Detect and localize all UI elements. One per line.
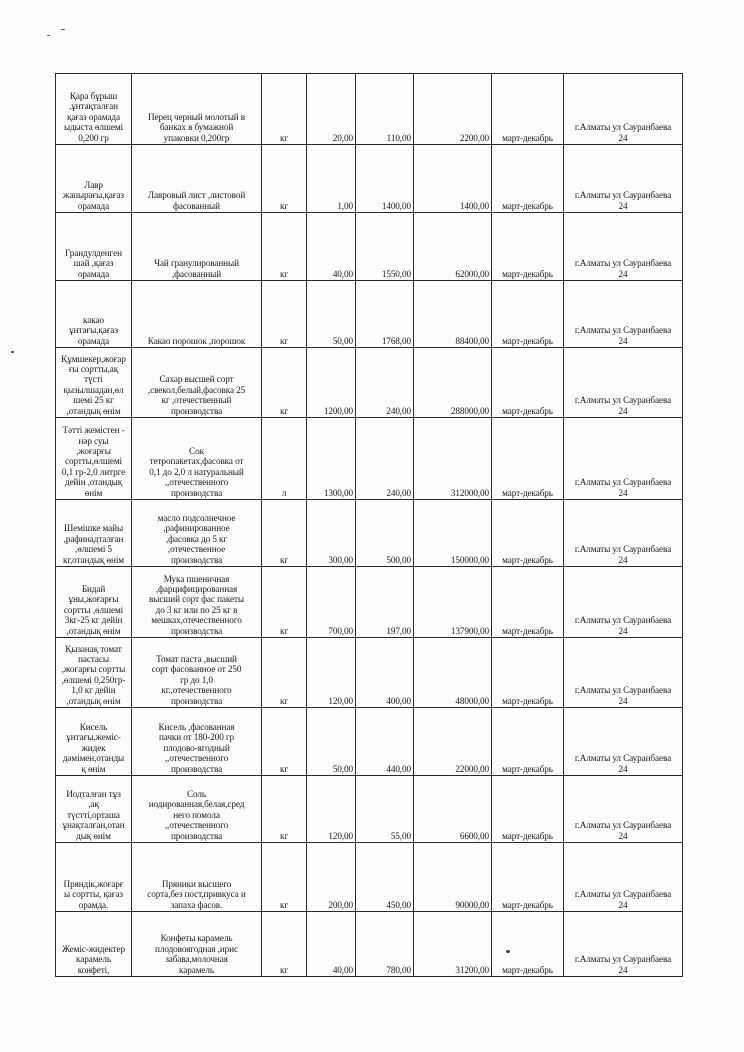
- product-name-ru: Соль иодированная,белая,сред него помола ,,отечественного производства: [132, 776, 262, 843]
- price-cell: 450,00: [356, 843, 414, 912]
- product-name-kz: Шемішке майы ,рафинадталған ,өлшемі 5 кг,отандық өнім: [56, 500, 132, 567]
- unit-cell: кг: [262, 776, 307, 843]
- sum-cell: 6600,00: [414, 776, 492, 843]
- price-cell: 110,00: [356, 74, 414, 145]
- price-cell: 500,00: [356, 500, 414, 567]
- product-name-kz: Жеміс-жидектер карамель конфеті,: [56, 912, 132, 977]
- product-name-kz: Тәтті жемістен - нәр суы ,жоғарғы сортты,өлшемі 0,1 гр-2,0 литрге дейін ,отандық өнім: [56, 418, 132, 500]
- price-cell: 197,00: [356, 567, 414, 638]
- unit-cell: кг: [262, 912, 307, 977]
- table-row: [56, 500, 683, 567]
- address-cell: г.Алматы ул Сауранбаева 24: [564, 348, 683, 418]
- product-name-ru: Чай гранулированный ,фасованный: [132, 213, 262, 281]
- price-cell: 1400,00: [356, 145, 414, 213]
- quantity-cell: 1200,00: [307, 348, 356, 418]
- sum-cell: 137900,00: [414, 567, 492, 638]
- sum-cell: 312000,00: [414, 418, 492, 500]
- quantity-cell: 50,00: [307, 281, 356, 348]
- product-name-kz: Қара бұрыш ,ұнтақталған қағаз орамада ыдыста өлшемі 0,200 гр: [56, 74, 132, 145]
- unit-cell: кг: [262, 638, 307, 708]
- period-cell: март-декабрь: [492, 74, 564, 145]
- product-name-ru: Сахар высшей сорт ,свекол,белый,фасовка 25 кг ,отечественный производства: [132, 348, 262, 418]
- product-name-ru: Лавровый лист ,листовой фасованный: [132, 145, 262, 213]
- address-cell: г.Алматы ул Сауранбаева 24: [564, 281, 683, 348]
- product-name-kz: Пряндік,жоғарғ ы сортты, қағаз орамда.: [56, 843, 132, 912]
- scan-speck: [11, 351, 14, 353]
- unit-cell: кг: [262, 281, 307, 348]
- unit-cell: кг: [262, 843, 307, 912]
- quantity-cell: 1300,00: [307, 418, 356, 500]
- period-cell: март-декабрь: [492, 776, 564, 843]
- quantity-cell: 300,00: [307, 500, 356, 567]
- sum-cell: 31200,00: [414, 912, 492, 977]
- period-cell: март-декабрь: [492, 145, 564, 213]
- scan-speck: [61, 29, 65, 30]
- table-row: [56, 145, 683, 213]
- product-name-ru: Мука пшеничная ,фарцифицированная высший сорт фас пакеты до 3 кг или по 25 кг в мешках,отечественного производства: [132, 567, 262, 638]
- unit-cell: кг: [262, 567, 307, 638]
- product-name-kz: Құмшекер,жоғар ғы сортты,ақ түсті қызылшадан,өл шемі 25 кг ,отандық өнім: [56, 348, 132, 418]
- product-name-ru: Пряники высшего сорта,без пост,привкуса и запаха фасов.: [132, 843, 262, 912]
- quantity-cell: 120,00: [307, 638, 356, 708]
- address-cell: г.Алматы ул Сауранбаева 24: [564, 500, 683, 567]
- table-row: [56, 213, 683, 281]
- sum-cell: 22000,00: [414, 708, 492, 776]
- price-cell: 440,00: [356, 708, 414, 776]
- address-cell: г.Алматы ул Сауранбаева 24: [564, 418, 683, 500]
- quantity-cell: 40,00: [307, 912, 356, 977]
- quantity-cell: 50,00: [307, 708, 356, 776]
- sum-cell: 48000,00: [414, 638, 492, 708]
- unit-cell: кг: [262, 708, 307, 776]
- sum-cell: 1400,00: [414, 145, 492, 213]
- address-cell: г.Алматы ул Сауранбаева 24: [564, 567, 683, 638]
- period-cell: март-декабрь: [492, 500, 564, 567]
- scan-speck: [47, 35, 50, 36]
- quantity-cell: 120,00: [307, 776, 356, 843]
- sum-cell: 88400,00: [414, 281, 492, 348]
- address-cell: г.Алматы ул Сауранбаева 24: [564, 912, 683, 977]
- period-cell: март-декабрь: [492, 281, 564, 348]
- address-cell: г.Алматы ул Сауранбаева 24: [564, 776, 683, 843]
- period-cell: март-декабрь: [492, 567, 564, 638]
- quantity-cell: 1,00: [307, 145, 356, 213]
- price-cell: 1550,00: [356, 213, 414, 281]
- table-row: [56, 418, 683, 500]
- price-cell: 780,00: [356, 912, 414, 977]
- product-name-kz: Иодталған тұз ,ақ түстті,орташа ұнақталған,отан дық өнім: [56, 776, 132, 843]
- period-cell: март-декабрь: [492, 418, 564, 500]
- unit-cell: кг: [262, 74, 307, 145]
- quantity-cell: 40,00: [307, 213, 356, 281]
- unit-cell: кг: [262, 348, 307, 418]
- table-row: [56, 638, 683, 708]
- price-cell: 240,00: [356, 348, 414, 418]
- unit-cell: кг: [262, 145, 307, 213]
- address-cell: г.Алматы ул Сауранбаева 24: [564, 708, 683, 776]
- product-name-kz: какао ұнтағы,қағаз орамада: [56, 281, 132, 348]
- product-name-ru: Томат паста ,высший сорт фасованное от 250 гр до 1,0 кг.,отечественного производства: [132, 638, 262, 708]
- product-name-ru: Сок тетропакетах,фасовка от 0,1 до 2,0 л натуральный ,,отечественного производства: [132, 418, 262, 500]
- sum-cell: 150000,00: [414, 500, 492, 567]
- table-row: [56, 843, 683, 912]
- product-name-ru: Конфеты карамель плодовоягодная ,ирис забава,молочная карамель: [132, 912, 262, 977]
- period-cell: март-декабрь: [492, 213, 564, 281]
- table-row: [56, 567, 683, 638]
- product-name-ru: Кисель ,фасованная пачки от 180-200 гр плодово-ягодный ,,отечественного производства: [132, 708, 262, 776]
- product-name-kz: Кисель ұнтағы,жеміс- жидек дәмімен,отанды қ өнім: [56, 708, 132, 776]
- address-cell: г.Алматы ул Сауранбаева 24: [564, 213, 683, 281]
- address-cell: г.Алматы ул Сауранбаева 24: [564, 843, 683, 912]
- unit-cell: л: [262, 418, 307, 500]
- sum-cell: 62000,00: [414, 213, 492, 281]
- product-name-kz: Лавр жапырағы,қағаз орамада: [56, 145, 132, 213]
- table-row: [56, 912, 683, 977]
- sum-cell: 90000,00: [414, 843, 492, 912]
- product-name-ru: масло подсолнечное ,рафинированное ,фасовка до 5 кг ,отечественное производства: [132, 500, 262, 567]
- product-name-kz: Бидай ұны,жоғарғы сортты ,өлшемі 3кг-25 кг дейін ,отандық өнім: [56, 567, 132, 638]
- sum-cell: 288000,00: [414, 348, 492, 418]
- unit-cell: кг: [262, 213, 307, 281]
- address-cell: г.Алматы ул Сауранбаева 24: [564, 74, 683, 145]
- goods-table: [55, 73, 683, 977]
- table-row: [56, 348, 683, 418]
- product-name-kz: Грандулденген шай ,қағаз орамада: [56, 213, 132, 281]
- table-row: [56, 74, 683, 145]
- period-cell: март-декабрь: [492, 348, 564, 418]
- table-row: [56, 281, 683, 348]
- period-cell: март-декабрь: [492, 708, 564, 776]
- quantity-cell: 700,00: [307, 567, 356, 638]
- table-row: [56, 708, 683, 776]
- unit-cell: кг: [262, 500, 307, 567]
- quantity-cell: 200,00: [307, 843, 356, 912]
- table-row: [56, 776, 683, 843]
- address-cell: г.Алматы ул Сауранбаева 24: [564, 638, 683, 708]
- address-cell: г.Алматы ул Сауранбаева 24: [564, 145, 683, 213]
- period-cell: март-декабрь: [492, 638, 564, 708]
- price-cell: 240,00: [356, 418, 414, 500]
- sum-cell: 2200,00: [414, 74, 492, 145]
- price-cell: 400,00: [356, 638, 414, 708]
- price-cell: 55,00: [356, 776, 414, 843]
- period-cell: март-декабрь: [492, 843, 564, 912]
- product-name-kz: Қызанақ томат пастасы ,жоғарғы сортты ,өлшемі 0,250гр- 1,0 кг дейін ,отандық өнім: [56, 638, 132, 708]
- product-name-ru: Какао порошок ,порошок: [132, 281, 262, 348]
- price-cell: 1768,00: [356, 281, 414, 348]
- period-cell: март-декабрь: [492, 912, 564, 977]
- product-name-ru: Перец черный молотый в банках в бумажной упаковки 0,200гр: [132, 74, 262, 145]
- quantity-cell: 20,00: [307, 74, 356, 145]
